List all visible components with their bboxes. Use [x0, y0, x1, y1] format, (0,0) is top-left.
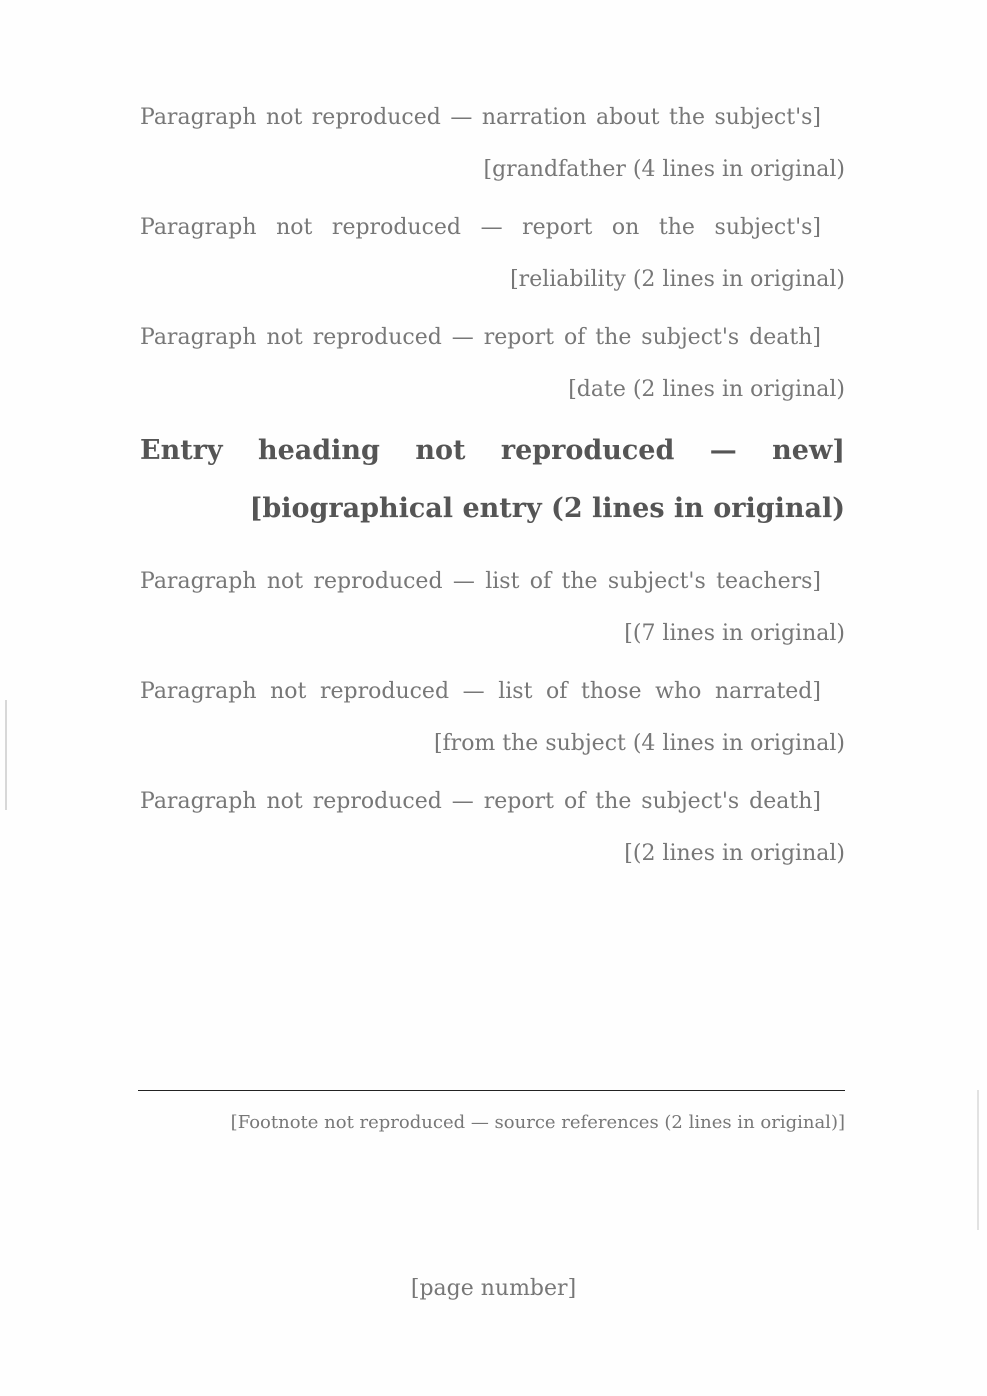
main-text	[140, 92, 845, 886]
paragraph-reliability-report: [Paragraph not reproduced — report on the subject's reliability (2 lines in original)]	[140, 215, 845, 292]
paragraph-death-narration: [Paragraph not reproduced — report of the subject's death (2 lines in original)]	[140, 789, 845, 866]
paragraph-teachers-list: [Paragraph not reproduced — list of the subject's teachers (7 lines in original)]	[140, 569, 845, 646]
paragraph-grandfather-narration: [Paragraph not reproduced — narration about the subject's grandfather (4 lines in original)]	[140, 105, 845, 182]
scan-artifact-left	[5, 700, 7, 810]
paragraph-students-list: [Paragraph not reproduced — list of those who narrated from the subject (4 lines in original)]	[140, 679, 845, 756]
page-number: [page number]	[410, 1276, 577, 1301]
footnote-1: [Footnote not reproduced — source references (2 lines in original)]	[230, 1112, 845, 1133]
scan-artifact-right	[977, 1090, 979, 1230]
entry-heading: [Entry heading not reproduced — new biographical entry (2 lines in original)]	[140, 435, 845, 524]
paragraph-death-report: [Paragraph not reproduced — report of the subject's death date (2 lines in original)]	[140, 325, 845, 402]
footnotes	[140, 1106, 845, 1140]
footnote-divider	[138, 1090, 845, 1091]
